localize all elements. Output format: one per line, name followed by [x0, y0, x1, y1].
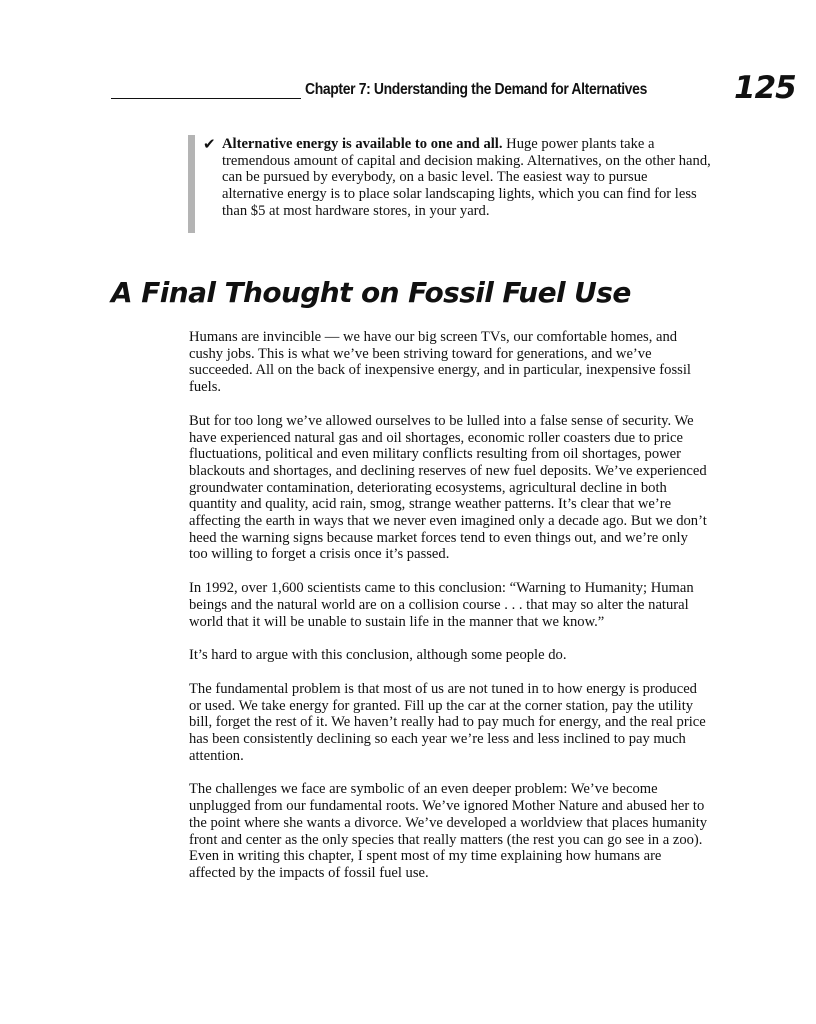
paragraph: It’s hard to argue with this conclusion, although some people do.	[189, 647, 567, 664]
paragraph: The fundamental problem is that most of us are not tuned in to how energy is produced or used. We take energy for granted. Fill up the car at the corner station, pay the utility bill, forget the rest of it. We haven’t really had to pay much for energy, and the real price has been consistently declining so each year we’re less and less inclined to pay much attention.	[189, 680, 706, 764]
running-header-title: Chapter 7: Understanding the Demand for Alternatives	[305, 81, 647, 98]
bullet-item	[222, 136, 712, 220]
header-rule	[111, 98, 301, 99]
paragraph: The challenges we face are symbolic of an even deeper problem: We’ve become unplugged from our fundamental roots. We’ve ignored Mother Nature and abused her to the point where she wants a divorce. We’ve developed a worldview that places humanity front and center as the only species that really matters (the rest you can go see in a zoo). Even in writing this chapter, I spent most of my time explaining how humans are affected by the impacts of fossil fuel use.	[189, 781, 708, 881]
paragraph: In 1992, over 1,600 scientists came to this conclusion: “Warning to Humanity; Human beings and the natural world are on a collision course . . . that may so alter the natural world that it will be unable to sustain life in the manner that we know.”	[189, 580, 694, 630]
bullet-body: Huge power plants take a tremendous amount of capital and decision making. Alternatives, on the other hand, can be pursued by everybody, on a basic level. The easiest way to pursue alternative energy is to place solar landscaping lights, which you can find for less than $5 at most hardware stores, in your yard.	[222, 136, 711, 219]
bullet-lead: Alternative energy is available to one and all.	[222, 136, 503, 152]
section-heading: A Final Thought on Fossil Fuel Use	[111, 276, 631, 309]
paragraph: Humans are invincible — we have our big screen TVs, our comfortable homes, and cushy jobs. This is what we’ve been striving toward for generations, and we’ve succeeded. All on the back of inexpensive energy, and in particular, inexpensive fossil fuels.	[189, 329, 691, 396]
check-mark-icon: ✔	[203, 135, 216, 153]
section-body	[189, 329, 709, 899]
page-number: 125	[734, 70, 796, 106]
sidebar-bar	[188, 135, 195, 233]
paragraph: But for too long we’ve allowed ourselves to be lulled into a false sense of security. We have experienced natural gas and oil shortages, economic roller coasters due to price fluctuations, political and even military conflicts resulting from oil shortages, power blackouts and shortages, and declining reserves of new fuel deposits. We’ve experienced groundwater contamination, deteriorating ecosystems, agricultural decline in both quantity and quality, acid rain, smog, strange weather patterns. It’s clear that we’re affecting the earth in ways that we never even imagined only a decade ago. But we don’t heed the warning signs because market forces tend to even things out, and we’re only too willing to forget a crisis once it’s passed.	[189, 412, 707, 563]
